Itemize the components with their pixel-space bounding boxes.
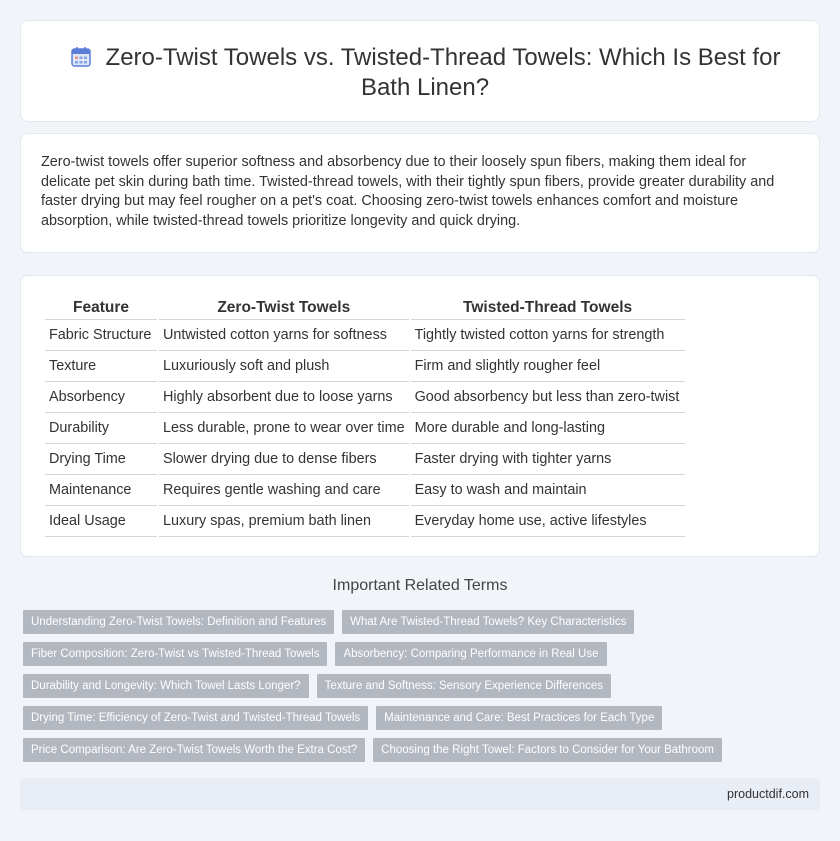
header-feature: Feature — [45, 294, 157, 320]
related-terms-row — [23, 738, 813, 762]
intro-card — [20, 133, 820, 253]
related-term-link[interactable]: What Are Twisted-Thread Towels? Key Characteristics — [342, 610, 634, 634]
related-term-link[interactable]: Maintenance and Care: Best Practices for Each Type — [376, 706, 662, 730]
table-row — [45, 382, 685, 413]
table-row — [45, 413, 685, 444]
table-row — [45, 351, 685, 382]
comparison-table — [43, 294, 687, 537]
header-twisted-thread: Twisted-Thread Towels — [411, 294, 685, 320]
related-term-link[interactable]: Absorbency: Comparing Performance in Real Use — [335, 642, 606, 666]
cell-feature: Maintenance — [45, 475, 157, 506]
cell-feature: Ideal Usage — [45, 506, 157, 537]
cell-twisted-thread: Firm and slightly rougher feel — [411, 351, 685, 382]
related-term-link[interactable]: Drying Time: Efficiency of Zero-Twist and Twisted-Thread Towels — [23, 706, 368, 730]
calendar-icon — [70, 46, 92, 68]
cell-zero-twist: Slower drying due to dense fibers — [159, 444, 409, 475]
related-term-link[interactable]: Choosing the Right Towel: Factors to Consider for Your Bathroom — [373, 738, 722, 762]
cell-zero-twist: Luxury spas, premium bath linen — [159, 506, 409, 537]
related-term-link[interactable]: Understanding Zero-Twist Towels: Definition and Features — [23, 610, 334, 634]
title-card — [20, 20, 820, 122]
related-term-link[interactable]: Price Comparison: Are Zero-Twist Towels Worth the Extra Cost? — [23, 738, 365, 762]
table-row — [45, 444, 685, 475]
table-header-row — [45, 294, 685, 320]
cell-zero-twist: Untwisted cotton yarns for softness — [159, 320, 409, 351]
cell-twisted-thread: Everyday home use, active lifestyles — [411, 506, 685, 537]
related-terms-heading: Important Related Terms — [332, 577, 508, 594]
table-row — [45, 475, 685, 506]
page-title — [61, 43, 789, 103]
table-row — [45, 506, 685, 537]
cell-zero-twist: Requires gentle washing and care — [159, 475, 409, 506]
related-terms-row — [23, 642, 813, 666]
related-terms-list — [23, 610, 813, 770]
related-term-link[interactable]: Texture and Softness: Sensory Experience Differences — [317, 674, 612, 698]
cell-zero-twist: Highly absorbent due to loose yarns — [159, 382, 409, 413]
comparison-card — [20, 275, 820, 557]
cell-feature: Fabric Structure — [45, 320, 157, 351]
cell-feature: Drying Time — [45, 444, 157, 475]
cell-feature: Texture — [45, 351, 157, 382]
cell-zero-twist: Luxuriously soft and plush — [159, 351, 409, 382]
footer — [20, 778, 820, 810]
related-term-link[interactable]: Durability and Longevity: Which Towel Lasts Longer? — [23, 674, 309, 698]
header-zero-twist: Zero-Twist Towels — [159, 294, 409, 320]
cell-twisted-thread: Faster drying with tighter yarns — [411, 444, 685, 475]
table-row — [45, 320, 685, 351]
cell-feature: Absorbency — [45, 382, 157, 413]
cell-feature: Durability — [45, 413, 157, 444]
related-terms-row — [23, 610, 813, 634]
footer-site[interactable]: productdif.com — [727, 787, 809, 801]
related-term-link[interactable]: Fiber Composition: Zero-Twist vs Twisted-Thread Towels — [23, 642, 327, 666]
related-terms-row — [23, 674, 813, 698]
cell-twisted-thread: Tightly twisted cotton yarns for strength — [411, 320, 685, 351]
related-terms-row — [23, 706, 813, 730]
cell-twisted-thread: Easy to wash and maintain — [411, 475, 685, 506]
page-title-text: Zero-Twist Towels vs. Twisted-Thread Towels: Which Is Best for Bath Linen? — [105, 44, 781, 101]
cell-twisted-thread: More durable and long-lasting — [411, 413, 685, 444]
intro-text: Zero-twist towels offer superior softness and absorbency due to their loosely spun fibers, making them ideal for delicate pet skin during bath time. Twisted-thread towels, with their tightly spun fibers, provide greater durability and faster drying but may feel rougher on a pet's coat. Choosing zero-twist towels enhances comfort and moisture absorption, while twisted-thread towels prioritize longevity and quick drying. — [41, 154, 775, 229]
cell-zero-twist: Less durable, prone to wear over time — [159, 413, 409, 444]
cell-twisted-thread: Good absorbency but less than zero-twist — [411, 382, 685, 413]
